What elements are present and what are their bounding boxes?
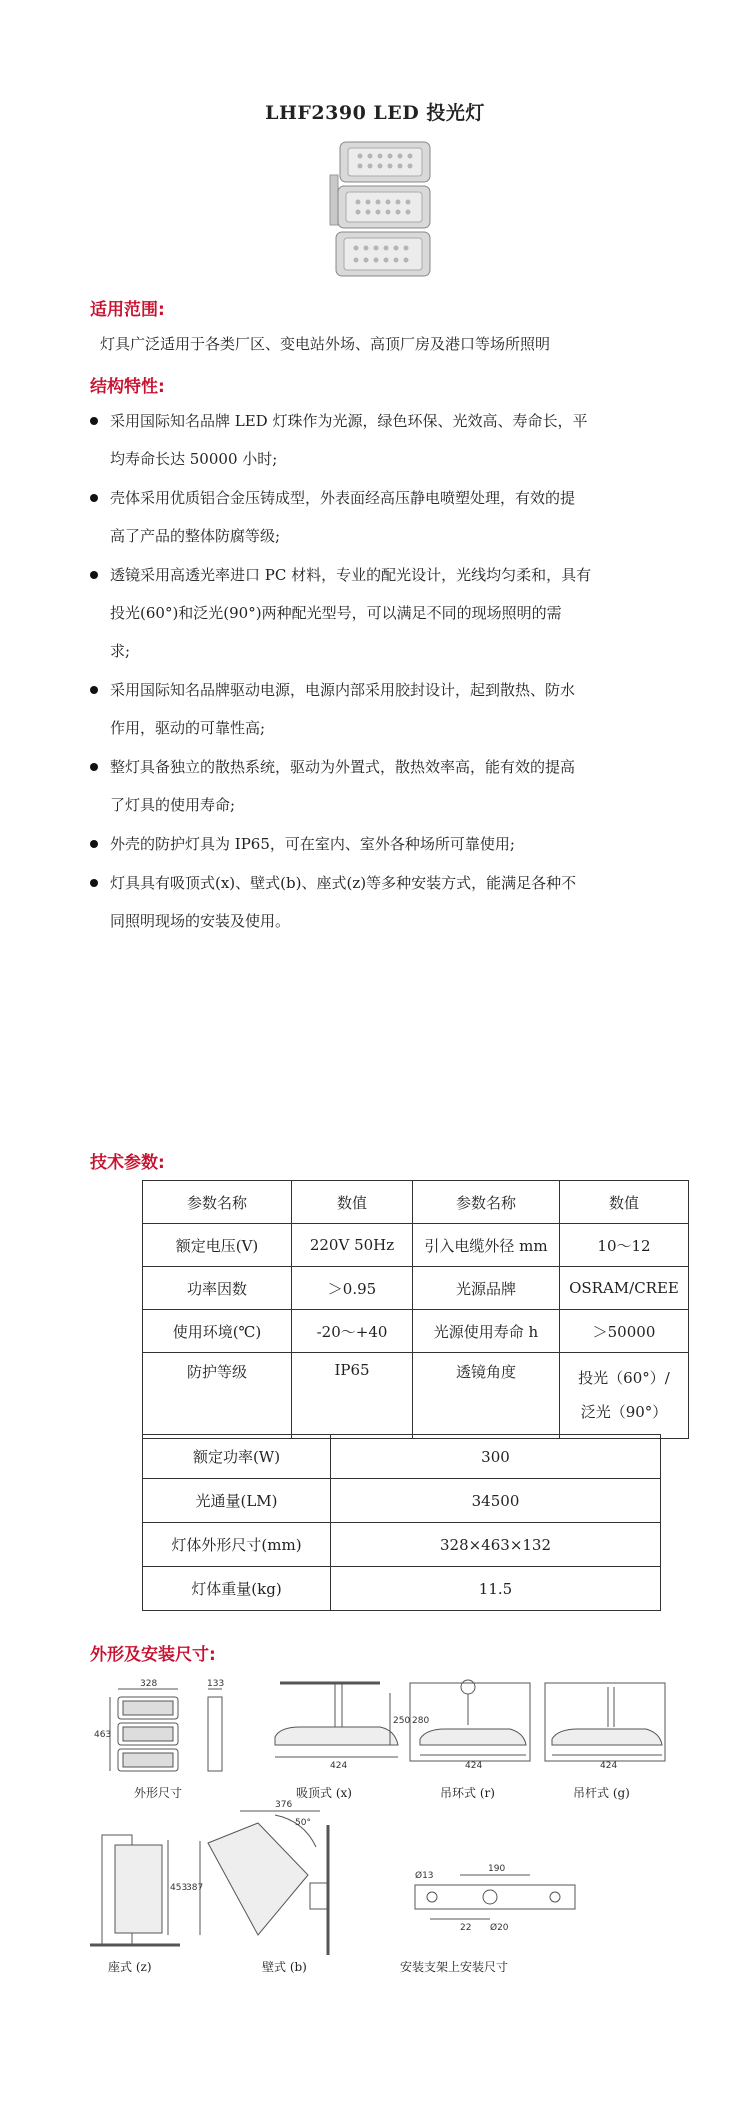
drawing-label: 吊环式 (r) xyxy=(440,1786,495,1800)
dim-text: 463 xyxy=(94,1730,112,1740)
dim-text: 387 xyxy=(186,1883,204,1893)
table-row xyxy=(143,1310,689,1353)
table-cell xyxy=(560,1353,689,1439)
table-cell: 引入电缆外径 mm xyxy=(413,1224,560,1267)
table-row xyxy=(143,1479,661,1523)
bullet-icon xyxy=(90,840,98,848)
bullet-icon xyxy=(90,763,98,771)
table-cell: 34500 xyxy=(331,1479,661,1523)
features-list xyxy=(90,402,680,941)
table-cell: 光源品牌 xyxy=(413,1267,560,1310)
bullet-icon xyxy=(90,879,98,887)
table-header-cell: 参数名称 xyxy=(143,1181,292,1224)
lens-angle-line-1: 投光（60°）/ xyxy=(578,1369,670,1387)
table-cell: 额定电压(V) xyxy=(143,1224,292,1267)
dim-text: Ø20 xyxy=(490,1923,509,1933)
bullet-icon xyxy=(90,417,98,425)
drawing-ceiling-mount xyxy=(275,1683,398,1757)
feature-item: 整灯具备独立的散热系统，驱动为外置式，散热效率高，能有效的提高 了灯具的使用寿命; xyxy=(90,748,680,824)
dims-heading: 外形及安装尺寸: xyxy=(90,1645,216,1665)
table-cell: 使用环境(℃) xyxy=(143,1310,292,1353)
drawing-wall-mount xyxy=(200,1811,328,1955)
table-cell: 10～12 xyxy=(560,1224,689,1267)
dim-text: 190 xyxy=(488,1864,506,1874)
table-header-cell: 参数名称 xyxy=(413,1181,560,1224)
table-row xyxy=(143,1523,661,1567)
dim-text: 280 xyxy=(412,1716,430,1726)
spec-table-2 xyxy=(142,1434,661,1611)
feature-item: 外壳的防护灯具为 IP65，可在室内、室外各种场所可靠使用; xyxy=(90,825,680,863)
drawing-label: 壁式 (b) xyxy=(262,1960,307,1974)
table-cell: 光通量(LM) xyxy=(143,1479,331,1523)
dim-text: 424 xyxy=(465,1761,483,1771)
bullet-icon xyxy=(90,686,98,694)
dim-text: 133 xyxy=(207,1679,225,1689)
table-cell: 光源使用寿命 h xyxy=(413,1310,560,1353)
drawing-bracket xyxy=(415,1875,575,1919)
table-cell: 328×463×132 xyxy=(331,1523,661,1567)
dim-text: Ø13 xyxy=(415,1871,434,1881)
scope-heading: 适用范围: xyxy=(90,300,165,320)
table-header-cell: 数值 xyxy=(292,1181,413,1224)
table-header-row xyxy=(143,1181,689,1224)
table-cell: ＞0.95 xyxy=(292,1267,413,1310)
table-cell: 11.5 xyxy=(331,1567,661,1611)
product-image xyxy=(320,140,440,285)
drawing-label: 外形尺寸 xyxy=(134,1786,183,1800)
table-cell: 220V 50Hz xyxy=(292,1224,413,1267)
dim-text: 250 xyxy=(393,1716,411,1726)
params-heading: 技术参数: xyxy=(90,1153,165,1173)
dim-text: 50° xyxy=(295,1818,311,1828)
feature-item: 透镜采用高透光率进口 PC 材料，专业的配光设计，光线均匀柔和，具有 投光(60°)和泛光(90°)两种配光型号，可以满足不同的现场照明的需 求; xyxy=(90,556,680,670)
table-cell: 额定功率(W) xyxy=(143,1435,331,1479)
bullet-icon xyxy=(90,571,98,579)
table-cell: OSRAM/CREE xyxy=(560,1267,689,1310)
table-row xyxy=(143,1267,689,1310)
table-row xyxy=(143,1353,689,1439)
lamp-module-3 xyxy=(336,232,430,276)
table-row xyxy=(143,1224,689,1267)
drawing-front-view xyxy=(110,1689,178,1771)
table-cell: IP65 xyxy=(292,1353,413,1439)
spec-table xyxy=(142,1180,689,1439)
table-cell: 透镜角度 xyxy=(413,1353,560,1439)
table-cell: 防护等级 xyxy=(143,1353,292,1439)
table-cell: 灯体外形尺寸(mm) xyxy=(143,1523,331,1567)
table-header-cell: 数值 xyxy=(560,1181,689,1224)
feature-item: 采用国际知名品牌 LED 灯珠作为光源，绿色环保、光效高、寿命长，平 均寿命长达 50000 小时; xyxy=(90,402,680,478)
page-title: LHF2390 LED 投光灯 xyxy=(265,102,485,124)
lamp-module-1 xyxy=(340,142,430,182)
table-cell: 功率因数 xyxy=(143,1267,292,1310)
table-cell: 300 xyxy=(331,1435,661,1479)
drawing-label: 安装支架上安装尺寸 xyxy=(400,1960,509,1974)
table-cell: -20～+40 xyxy=(292,1310,413,1353)
drawing-base-mount xyxy=(90,1835,180,1945)
dim-text: 376 xyxy=(275,1800,293,1810)
lens-angle-line-2: 泛光（90°） xyxy=(580,1403,668,1421)
dim-text: 424 xyxy=(330,1761,348,1771)
feature-item: 采用国际知名品牌驱动电源，电源内部采用胶封设计，起到散热、防水 作用，驱动的可靠性高; xyxy=(90,671,680,747)
table-cell: ＞50000 xyxy=(560,1310,689,1353)
lamp-module-2 xyxy=(338,186,430,228)
table-row xyxy=(143,1435,661,1479)
scope-text: 灯具广泛适用于各类厂区、变电站外场、高顶厂房及港口等场所照明 xyxy=(100,335,551,353)
dim-text: 424 xyxy=(600,1761,618,1771)
feature-item: 壳体采用优质铝合金压铸成型，外表面经高压静电喷塑处理，有效的提 高了产品的整体防腐等级; xyxy=(90,479,680,555)
dim-text: 453 xyxy=(170,1883,188,1893)
drawing-label: 吸顶式 (x) xyxy=(296,1786,352,1800)
bullet-icon xyxy=(90,494,98,502)
drawing-label: 吊杆式 (g) xyxy=(573,1786,630,1800)
dimension-drawings xyxy=(90,1675,690,1975)
drawing-side-view xyxy=(208,1689,222,1771)
dim-text: 22 xyxy=(460,1923,472,1933)
feature-item: 灯具具有吸顶式(x)、壁式(b)、座式(z)等多种安装方式，能满足各种不 同照明现场的安装及使用。 xyxy=(90,864,680,940)
table-cell: 灯体重量(kg) xyxy=(143,1567,331,1611)
dim-text: 328 xyxy=(140,1679,158,1689)
table-row xyxy=(143,1567,661,1611)
drawing-pole-mount xyxy=(545,1683,665,1761)
features-heading: 结构特性: xyxy=(90,377,165,397)
drawing-label: 座式 (z) xyxy=(108,1960,152,1974)
